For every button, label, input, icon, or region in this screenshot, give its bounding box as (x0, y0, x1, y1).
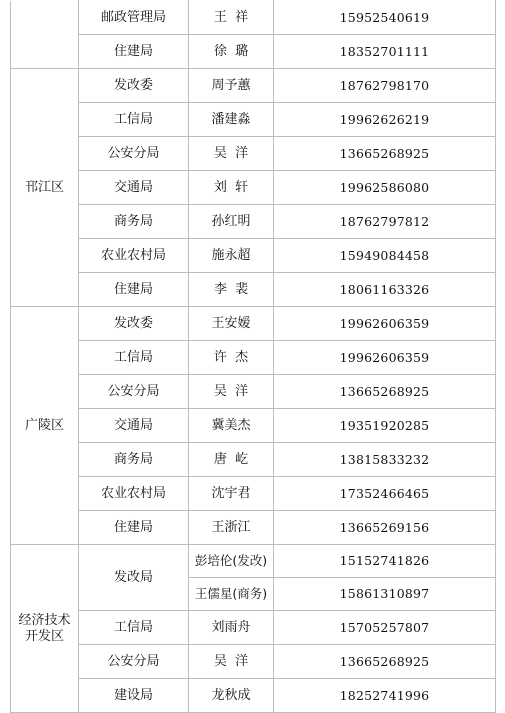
table-row (11, 1, 496, 35)
contact-name-cell: 王 祥 (189, 1, 274, 35)
department-cell: 商务局 (79, 205, 189, 239)
phone-number-cell: 13665269156 (274, 511, 496, 545)
department-cell: 发改委 (79, 69, 189, 103)
department-cell: 工信局 (79, 103, 189, 137)
table-row (11, 545, 496, 578)
department-cell: 工信局 (79, 611, 189, 645)
department-cell: 工信局 (79, 341, 189, 375)
department-cell: 公安分局 (79, 137, 189, 171)
table-row (11, 511, 496, 545)
contact-name-cell: 许 杰 (189, 341, 274, 375)
table-row (11, 69, 496, 103)
table-row (11, 477, 496, 511)
department-cell: 建设局 (79, 679, 189, 713)
contact-name-cell: 吴 洋 (189, 645, 274, 679)
contact-name-cell: 徐 璐 (189, 35, 274, 69)
phone-number-cell: 19351920285 (274, 409, 496, 443)
contact-name-cell: 施永超 (189, 239, 274, 273)
contact-name-cell: 李 裴 (189, 273, 274, 307)
table-row (11, 137, 496, 171)
region-cell: 广陵区 (11, 307, 79, 545)
contact-table (10, 0, 496, 713)
department-cell: 住建局 (79, 35, 189, 69)
table-row (11, 273, 496, 307)
phone-number-cell: 19962606359 (274, 307, 496, 341)
contact-table-body (11, 1, 496, 713)
department-cell: 交通局 (79, 409, 189, 443)
phone-number-cell: 15705257807 (274, 611, 496, 645)
contact-name-cell: 彭培伦(发改) (189, 545, 274, 578)
contact-name-cell: 周予蕙 (189, 69, 274, 103)
contact-name-cell: 孙红明 (189, 205, 274, 239)
department-cell: 住建局 (79, 511, 189, 545)
table-row (11, 205, 496, 239)
contact-name-cell: 王儒星(商务) (189, 578, 274, 611)
phone-number-cell: 18352701111 (274, 35, 496, 69)
table-row (11, 307, 496, 341)
region-cell (11, 1, 79, 69)
phone-number-cell: 19962606359 (274, 341, 496, 375)
phone-number-cell: 15952540619 (274, 1, 496, 35)
contact-name-cell: 刘雨舟 (189, 611, 274, 645)
department-cell: 商务局 (79, 443, 189, 477)
contact-name-cell: 沈宇君 (189, 477, 274, 511)
phone-number-cell: 18762797812 (274, 205, 496, 239)
table-row (11, 443, 496, 477)
contact-name-cell: 冀美杰 (189, 409, 274, 443)
contact-name-cell: 龙秋成 (189, 679, 274, 713)
contact-name-cell: 王安嫒 (189, 307, 274, 341)
phone-number-cell: 17352466465 (274, 477, 496, 511)
contact-name-cell: 潘建淼 (189, 103, 274, 137)
phone-number-cell: 18061163326 (274, 273, 496, 307)
table-row (11, 679, 496, 713)
table-row (11, 239, 496, 273)
contact-name-cell: 刘 轩 (189, 171, 274, 205)
region-cell: 邗江区 (11, 69, 79, 307)
table-row (11, 103, 496, 137)
phone-number-cell: 19962586080 (274, 171, 496, 205)
department-cell: 发改委 (79, 307, 189, 341)
phone-number-cell: 18762798170 (274, 69, 496, 103)
phone-number-cell: 19962626219 (274, 103, 496, 137)
department-cell: 邮政管理局 (79, 1, 189, 35)
table-row (11, 171, 496, 205)
phone-number-cell: 13665268925 (274, 375, 496, 409)
contact-name-cell: 唐 屹 (189, 443, 274, 477)
department-cell: 交通局 (79, 171, 189, 205)
phone-number-cell: 13665268925 (274, 645, 496, 679)
contact-name-cell: 王浙江 (189, 511, 274, 545)
department-cell: 发改局 (79, 545, 189, 611)
table-row (11, 409, 496, 443)
phone-number-cell: 13665268925 (274, 137, 496, 171)
department-cell: 公安分局 (79, 645, 189, 679)
table-row (11, 35, 496, 69)
contact-name-cell: 吴 洋 (189, 375, 274, 409)
phone-number-cell: 15152741826 (274, 545, 496, 578)
table-row (11, 645, 496, 679)
table-row (11, 375, 496, 409)
department-cell: 公安分局 (79, 375, 189, 409)
department-cell: 农业农村局 (79, 477, 189, 511)
department-cell: 住建局 (79, 273, 189, 307)
table-row (11, 341, 496, 375)
phone-number-cell: 15949084458 (274, 239, 496, 273)
region-cell: 经济技术 开发区 (11, 545, 79, 713)
phone-number-cell: 15861310897 (274, 578, 496, 611)
department-cell: 农业农村局 (79, 239, 189, 273)
phone-number-cell: 13815833232 (274, 443, 496, 477)
contact-name-cell: 吴 洋 (189, 137, 274, 171)
table-row (11, 611, 496, 645)
phone-number-cell: 18252741996 (274, 679, 496, 713)
